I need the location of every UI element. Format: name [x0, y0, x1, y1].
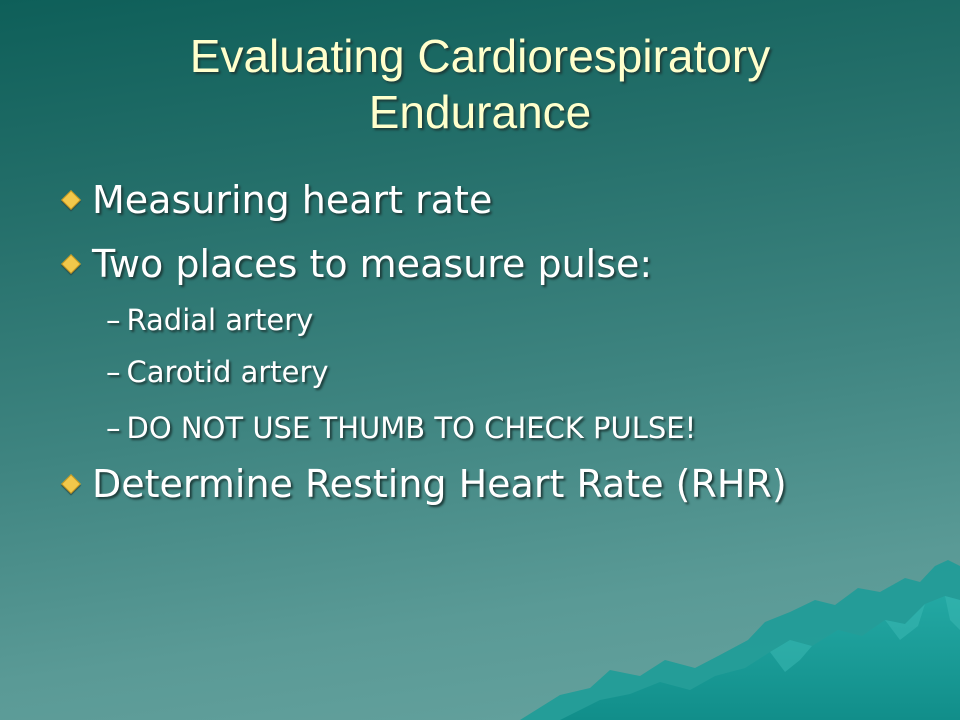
- bullet-item-1: [60, 178, 492, 222]
- dash-bullet: –: [106, 355, 121, 389]
- title-line-1: Evaluating Cardiorespiratory: [189, 30, 771, 82]
- sub-bullet-text-3: DO NOT USE THUMB TO CHECK PULSE!: [126, 411, 697, 445]
- title-line-2: Endurance: [368, 86, 592, 138]
- diamond-bullet-icon: [61, 254, 81, 274]
- sub-bullet-text-2: Carotid artery: [126, 355, 329, 389]
- bullet-text-3: Determine Resting Heart Rate (RHR): [92, 462, 787, 506]
- sub-bullet-item-3: [106, 410, 696, 446]
- dash-bullet: –: [106, 303, 121, 337]
- bullet-item-3: [60, 462, 787, 506]
- sub-bullet-item-1: [106, 302, 313, 338]
- bullet-text-1: Measuring heart rate: [92, 178, 493, 222]
- sub-bullet-item-2: [106, 354, 329, 390]
- diamond-bullet-icon: [61, 190, 81, 210]
- bullet-item-2: [60, 242, 652, 286]
- dash-bullet: –: [106, 411, 121, 445]
- bullet-text-2: Two places to measure pulse:: [92, 242, 653, 286]
- sub-bullet-text-1: Radial artery: [126, 303, 314, 337]
- diamond-bullet-icon: [61, 474, 81, 494]
